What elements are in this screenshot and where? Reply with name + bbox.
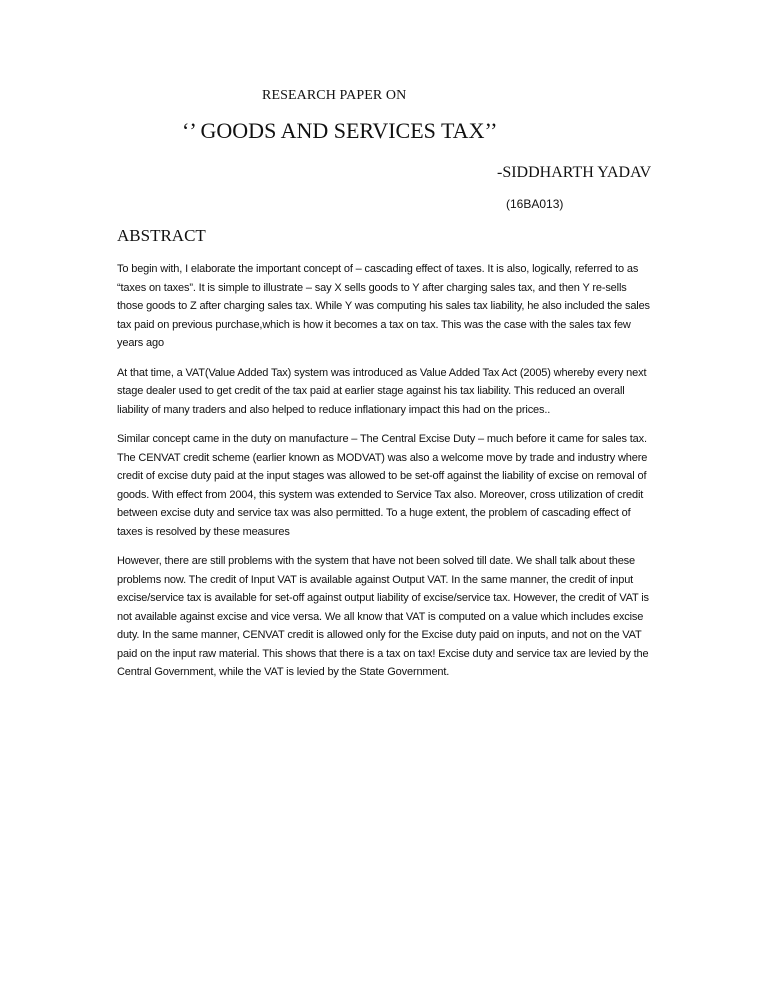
paper-title: ‘’ GOODS AND SERVICES TAX’’ (182, 118, 498, 143)
abstract-heading: ABSTRACT (117, 226, 206, 245)
abstract-paragraph: Similar concept came in the duty on manufacture – The Central Excise Duty – much before it came for sales tax. The CENVAT credit scheme (earlier known as MODVAT) was also a welcome move by trade and industry where credit of excise duty paid at the input stages was allowed to be set-off against the liability of excise on removal of goods. With effect from 2004, this system was extended to Service Tax also. Moreover, cross utilization of credit between excise duty and service tax was also permitted. To a huge extent, the problem of cascading effect of taxes is resolved by these measures (117, 433, 648, 538)
abstract-paragraph: However, there are still problems with the system that have not been solved till date. We shall talk about these problems now. The credit of Input VAT is available against Output VAT. In the same manner, the credit of input excise/service tax is available for set-off against output liability of excise/service tax. However, the credit of VAT is not available against excise and vice versa. We all know that VAT is computed on a value which includes excise duty. In the same manner, CENVAT credit is allowed only for the Excise duty paid on inputs, and not on the VAT paid on the input raw material. This shows that there is a tax on tax! Excise duty and service tax are levied by the Central Government, while the VAT is levied by the State Government. (117, 555, 649, 678)
abstract-paragraph: At that time, a VAT(Value Added Tax) system was introduced as Value Added Tax Act (2005) whereby every next stage dealer used to get credit of the tax paid at earlier stage against his tax liability. This reduced an overall liability of many traders and also helped to reduce inflationary impact this had on the prices.. (117, 366, 647, 416)
abstract-paragraph: To begin with, I elaborate the important concept of – cascading effect of taxes. It is also, logically, referred to as “taxes on taxes”. It is simple to illustrate – say X sells goods to Y after charging sales tax, and then Y re-sells those goods to Z after charging sales tax. While Y was computing his sales tax liability, he also included the sales tax paid on previous purchase,which is how it becomes a tax on tax. This was the case with the sales tax few years ago (117, 263, 650, 349)
paper-kicker: RESEARCH PAPER ON (262, 88, 407, 103)
abstract-body (117, 260, 653, 693)
author-name: -SIDDHARTH YADAV (497, 164, 652, 181)
roll-number: (16BA013) (506, 197, 564, 211)
